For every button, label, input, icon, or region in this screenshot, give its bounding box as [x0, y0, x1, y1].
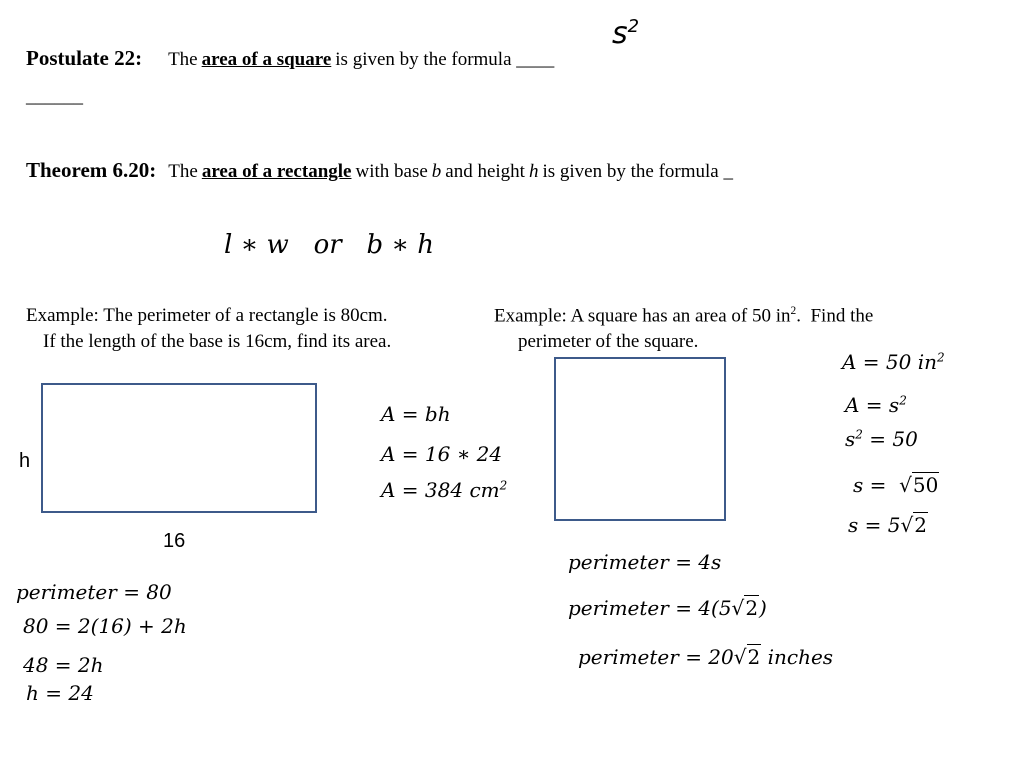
square-given-area [842, 350, 945, 374]
example2-line1-exp: 2 [790, 305, 797, 317]
area-step-2: A = 16 ∗ 24 [381, 442, 503, 466]
theorem-term: area of a rectangle [201, 161, 352, 182]
perimeter-step-1: perimeter = 80 [16, 580, 172, 604]
theorem-text-mid2: and height [445, 161, 525, 182]
square-step-4 [853, 473, 939, 497]
square-step-2 [845, 393, 907, 417]
perimeter-step-3: 48 = 2h [23, 653, 104, 677]
postulate-text-pre: The [168, 49, 198, 70]
postulate-term: area of a square [201, 49, 332, 70]
given-area-text: A = 50 in [842, 350, 937, 374]
rectangle-height-label: h [19, 450, 31, 472]
square-step-2-exp: 2 [899, 393, 907, 408]
theorem-statement [26, 158, 733, 183]
theorem-var-b: b [431, 161, 442, 182]
postulate-label: Postulate 22: [26, 46, 143, 70]
square-step-3-post: = 50 [862, 427, 918, 451]
theorem-text-post: is given by the formula _ [542, 161, 733, 182]
square-perimeter-step-2 [568, 596, 767, 620]
square-step-5-radicand: 2 [914, 513, 927, 537]
perimeter-step-4: h = 24 [26, 681, 94, 705]
example2-line2: perimeter of the square. [518, 331, 699, 352]
square-perimeter-result-text: perimeter = 20√ [578, 645, 747, 669]
theorem-var-h: h [528, 161, 539, 182]
square-step-5-text: s = 5√ [848, 513, 914, 537]
square-perimeter-result [578, 645, 833, 669]
postulate-blank-line: ______ [26, 86, 83, 107]
example2-line1-pre: Example: A square has an area of 50 in [494, 305, 791, 327]
square-perimeter-result-radicand: 2 [747, 645, 761, 669]
example2-line1-post: . Find the [796, 305, 874, 327]
square-perimeter-step-2-text: perimeter = 4(5√ [568, 596, 745, 620]
square-perimeter-step-2-radicand: 2 [745, 596, 759, 620]
square-formula-exponent: 2 [627, 16, 640, 37]
square-area-formula [612, 16, 639, 51]
square-step-5 [848, 513, 928, 537]
theorem-label: Theorem 6.20: [26, 158, 157, 182]
square-step-4-radicand: 50 [912, 473, 939, 497]
example1-line1: Example: The perimeter of a rectangle is 80cm. [26, 305, 388, 326]
square-step-2-text: A = s [845, 393, 900, 417]
theorem-text-mid1: with base [355, 161, 428, 182]
square-step-3-base: s [845, 427, 856, 451]
square-perimeter-step-1: perimeter = 4s [568, 550, 722, 574]
example2-line1 [494, 305, 873, 327]
area-result-exp: 2 [499, 478, 508, 493]
area-result-text: A = 384 cm [381, 478, 500, 502]
square-perimeter-result-post: inches [761, 645, 834, 669]
perimeter-step-2: 80 = 2(16) + 2h [23, 614, 187, 638]
given-area-exp: 2 [937, 350, 945, 365]
square-diagram [554, 357, 726, 521]
square-step-3-exp: 2 [855, 427, 863, 442]
postulate-text-post: is given by the formula ____ [335, 49, 555, 70]
example1-line2: If the length of the base is 16cm, find its area. [43, 331, 392, 352]
postulate-statement [26, 46, 554, 71]
square-step-3 [845, 427, 918, 451]
rectangle-area-formula: l ∗ w or b ∗ h [224, 230, 435, 260]
rectangle-base-label: 16 [163, 530, 186, 552]
square-step-4-text: s = √ [853, 473, 912, 497]
area-step-1: A = bh [381, 402, 451, 426]
area-result [381, 478, 507, 502]
square-formula-base: s [612, 16, 628, 51]
rectangle-diagram [41, 383, 317, 513]
theorem-text-pre: The [168, 161, 198, 182]
square-perimeter-step-2-post: ) [759, 596, 767, 620]
